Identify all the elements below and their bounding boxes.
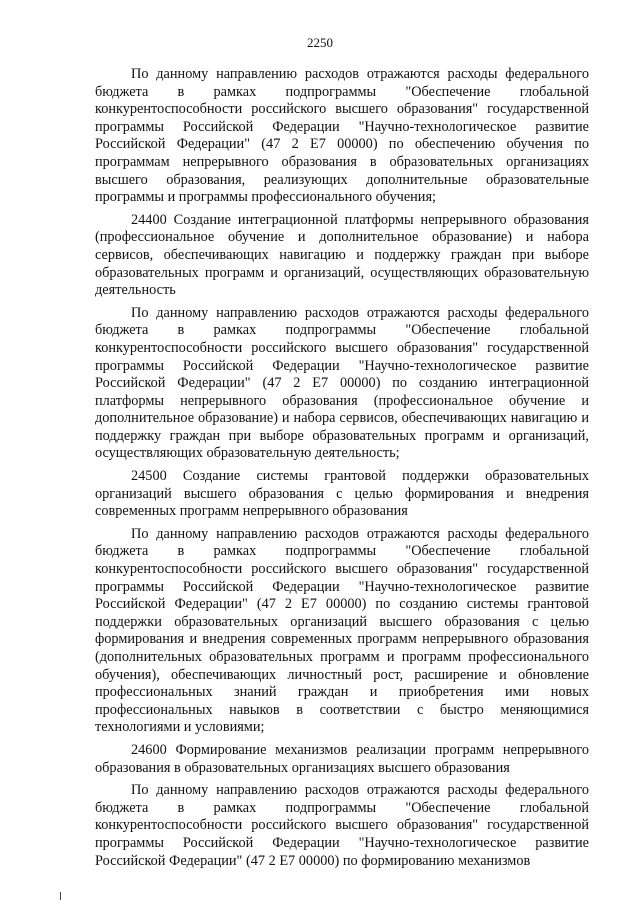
document-body: [95, 66, 589, 875]
page-number: 2250: [307, 35, 333, 50]
paragraph-expense-description: По данному направлению расходов отражаются расходы федерального бюджета в рамках подпрограммы "Обеспечение глобальной конкурентоспособности российского высшего образования" государственной программы Российской Федерации "Научно-технологическое развитие Российской Федерации" (47 2 E7 00000) по созданию системы грантовой поддержки образовательных организаций высшего образования с целью формирования и внедрения современных программ непрерывного образования (дополнительных образовательных программ и программ профессионального обучения), обеспечивающих личностный рост, расширение и обновление профессиональных знаний граждан и приобретения ими новых профессиональных навыков в соответствии с быстро меняющимися технологиями и условиями;: [95, 525, 589, 736]
scan-edge-mark: [60, 892, 61, 900]
paragraph-code-24400: 24400 Создание интеграционной платформы непрерывного образования (профессиональное обучение и дополнительное образование) и набора сервисов, обеспечивающих навигацию и поддержку граждан при выборе образовательных программ и организаций, осуществляющих образовательную деятельность: [95, 211, 589, 299]
paragraph-expense-description: По данному направлению расходов отражаются расходы федерального бюджета в рамках подпрограммы "Обеспечение глобальной конкурентоспособности российского высшего образования" государственной программы Российской Федерации "Научно-технологическое развитие Российской Федерации" (47 2 E7 00000) по обеспечению обучения по программам непрерывного образования в образовательных организациях высшего образования, реализующих дополнительные образовательные программы и программы профессионального обучения;: [95, 66, 589, 206]
paragraph-expense-description: По данному направлению расходов отражаются расходы федерального бюджета в рамках подпрограммы "Обеспечение глобальной конкурентоспособности российского высшего образования" государственной программы Российской Федерации "Научно-технологическое развитие Российской Федерации" (47 2 E7 00000) по формированию механизмов: [95, 782, 589, 869]
paragraph-expense-description: По данному направлению расходов отражаются расходы федерального бюджета в рамках подпрограммы "Обеспечение глобальной конкурентоспособности российского высшего образования" государственной программы Российской Федерации "Научно-технологическое развитие Российской Федерации" (47 2 E7 00000) по созданию интеграционной платформы непрерывного образования (профессиональное обучение и дополнительное образование) и набора сервисов, обеспечивающих навигацию и поддержку граждан при выборе образовательных программ и организаций, осуществляющих образовательную деятельность;: [95, 304, 589, 462]
paragraph-code-24500: 24500 Создание системы грантовой поддержки образовательных организаций высшего образования с целью формирования и внедрения современных программ непрерывного образования: [95, 468, 589, 520]
paragraph-code-24600: 24600 Формирование механизмов реализации программ непрерывного образования в образовательных организациях высшего образования: [95, 741, 589, 776]
